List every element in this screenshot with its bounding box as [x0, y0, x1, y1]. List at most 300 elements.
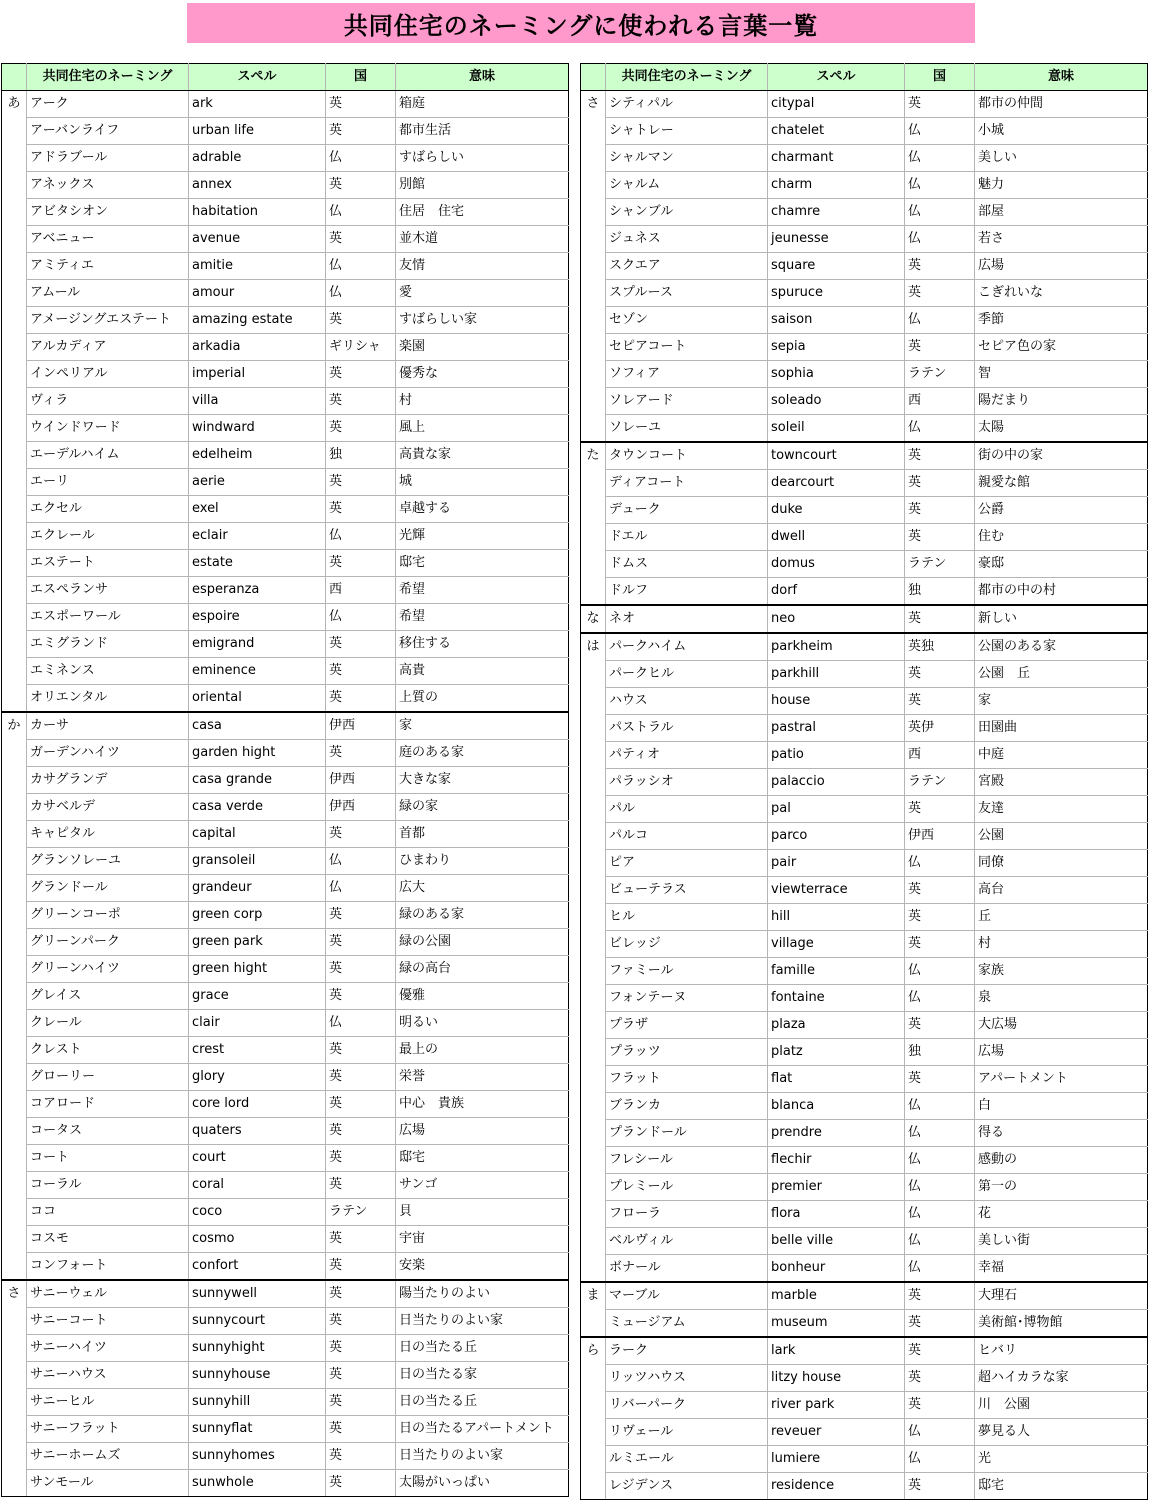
spell-cell: quaters	[189, 1118, 326, 1145]
country-cell: ラテン	[905, 769, 975, 796]
table-row	[581, 1174, 1148, 1201]
kana-group-cell	[2, 658, 27, 685]
table-row	[581, 904, 1148, 931]
meaning-cell: ヒバリ	[975, 1337, 1148, 1365]
kana-group-cell	[581, 769, 606, 796]
table-row	[2, 1335, 569, 1362]
name-cell: ネオ	[606, 605, 768, 633]
table-row	[581, 1255, 1148, 1283]
table-row	[581, 1473, 1148, 1500]
kana-group-cell	[581, 1039, 606, 1066]
kana-group-cell: さ	[2, 1280, 27, 1308]
country-cell: 仏	[905, 199, 975, 226]
spell-cell: gransoleil	[189, 848, 326, 875]
header-spell: スペル	[189, 64, 326, 91]
kana-group-cell	[2, 1199, 27, 1226]
meaning-cell: 大広場	[975, 1012, 1148, 1039]
name-cell: エスペランサ	[27, 577, 189, 604]
spell-cell: grace	[189, 983, 326, 1010]
meaning-cell: 魅力	[975, 172, 1148, 199]
kana-group-cell	[581, 253, 606, 280]
kana-group-cell	[2, 1172, 27, 1199]
spell-cell: avenue	[189, 226, 326, 253]
spell-cell: domus	[768, 551, 905, 578]
country-cell: 英	[905, 524, 975, 551]
spell-cell: core lord	[189, 1091, 326, 1118]
country-cell: 仏	[326, 253, 396, 280]
table-row	[2, 1308, 569, 1335]
kana-group-cell: た	[581, 442, 606, 470]
name-cell: クレスト	[27, 1037, 189, 1064]
kana-group-cell	[581, 823, 606, 850]
kana-group-cell	[581, 904, 606, 931]
kana-group-cell	[581, 388, 606, 415]
meaning-cell: 貝	[396, 1199, 569, 1226]
meaning-cell: 公園	[975, 823, 1148, 850]
country-cell: 仏	[905, 1201, 975, 1228]
name-cell: グレイス	[27, 983, 189, 1010]
meaning-cell: セピア色の家	[975, 334, 1148, 361]
kana-group-cell	[581, 742, 606, 769]
table-row	[581, 985, 1148, 1012]
kana-group-cell	[581, 1310, 606, 1338]
table-row	[2, 1091, 569, 1118]
meaning-cell: 緑の公園	[396, 929, 569, 956]
meaning-cell: 首都	[396, 821, 569, 848]
country-cell: 英	[326, 1362, 396, 1389]
table-row	[581, 551, 1148, 578]
spell-cell: arkadia	[189, 334, 326, 361]
table-row	[2, 1416, 569, 1443]
spell-cell: dearcourt	[768, 470, 905, 497]
kana-group-cell	[581, 1255, 606, 1283]
kana-group-cell	[581, 551, 606, 578]
name-cell: リッツハウス	[606, 1365, 768, 1392]
table-row	[581, 524, 1148, 551]
kana-group-cell	[2, 1226, 27, 1253]
name-cell: レジデンス	[606, 1473, 768, 1500]
kana-group-cell	[581, 280, 606, 307]
kana-group-cell	[581, 1093, 606, 1120]
meaning-cell: サンゴ	[396, 1172, 569, 1199]
country-cell: 英	[326, 929, 396, 956]
kana-group-cell	[581, 145, 606, 172]
table-row	[581, 850, 1148, 877]
country-cell: 英	[905, 796, 975, 823]
spell-cell: premier	[768, 1174, 905, 1201]
table-row	[2, 983, 569, 1010]
country-cell: 英	[326, 1280, 396, 1308]
name-cell: ガーデンハイツ	[27, 740, 189, 767]
kana-group-cell	[581, 470, 606, 497]
meaning-cell: 栄誉	[396, 1064, 569, 1091]
name-cell: フローラ	[606, 1201, 768, 1228]
meaning-cell: 高貴な家	[396, 442, 569, 469]
table-row	[581, 199, 1148, 226]
table-row	[2, 1037, 569, 1064]
spell-cell: famille	[768, 958, 905, 985]
header-name: 共同住宅のネーミング	[606, 64, 768, 91]
kana-group-cell	[2, 550, 27, 577]
table-row	[581, 1012, 1148, 1039]
country-cell: ラテン	[905, 361, 975, 388]
name-cell: エスポーワール	[27, 604, 189, 631]
kana-group-cell	[2, 172, 27, 199]
name-cell: コアロード	[27, 1091, 189, 1118]
meaning-cell: 超ハイカラな家	[975, 1365, 1148, 1392]
table-row	[581, 1120, 1148, 1147]
table-row	[2, 794, 569, 821]
kana-group-cell	[2, 1064, 27, 1091]
kana-group-cell	[2, 118, 27, 145]
kana-group-cell	[581, 524, 606, 551]
table-header-row	[2, 64, 569, 91]
meaning-cell: 美しい街	[975, 1228, 1148, 1255]
country-cell: 英	[905, 334, 975, 361]
spell-cell: coral	[189, 1172, 326, 1199]
meaning-cell: 新しい	[975, 605, 1148, 633]
kana-group-cell	[581, 307, 606, 334]
country-cell: 英	[326, 496, 396, 523]
spell-cell: chatelet	[768, 118, 905, 145]
spell-cell: palaccio	[768, 769, 905, 796]
country-cell: 英	[326, 550, 396, 577]
spell-cell: chamre	[768, 199, 905, 226]
meaning-cell: 家	[396, 712, 569, 740]
meaning-cell: 季節	[975, 307, 1148, 334]
kana-group-cell	[2, 388, 27, 415]
kana-group-cell	[2, 983, 27, 1010]
meaning-cell: 花	[975, 1201, 1148, 1228]
spell-cell: esperanza	[189, 577, 326, 604]
spell-cell: garden hight	[189, 740, 326, 767]
name-cell: シャンブル	[606, 199, 768, 226]
meaning-cell: 智	[975, 361, 1148, 388]
country-cell: ギリシャ	[326, 334, 396, 361]
spell-cell: flechir	[768, 1147, 905, 1174]
name-cell: シャルマン	[606, 145, 768, 172]
kana-group-cell: か	[2, 712, 27, 740]
meaning-cell: 公園 丘	[975, 661, 1148, 688]
country-cell: 英	[326, 415, 396, 442]
name-cell: パル	[606, 796, 768, 823]
kana-group-cell	[2, 1253, 27, 1281]
meaning-cell: 公爵	[975, 497, 1148, 524]
spell-cell: belle ville	[768, 1228, 905, 1255]
spell-cell: dwell	[768, 524, 905, 551]
spell-cell: sunnyhomes	[189, 1443, 326, 1470]
meaning-cell: 希望	[396, 604, 569, 631]
kana-group-cell	[2, 415, 27, 442]
meaning-cell: 感動の	[975, 1147, 1148, 1174]
table-row	[2, 496, 569, 523]
table-row	[581, 388, 1148, 415]
table-row	[581, 1282, 1148, 1310]
name-cell: エミグランド	[27, 631, 189, 658]
country-cell: 英	[326, 740, 396, 767]
country-cell: 英	[905, 1282, 975, 1310]
country-cell: 英	[905, 1392, 975, 1419]
country-cell: 英	[326, 1470, 396, 1497]
table-row	[581, 470, 1148, 497]
meaning-cell: ひまわり	[396, 848, 569, 875]
meaning-cell: 大理石	[975, 1282, 1148, 1310]
table-row	[581, 497, 1148, 524]
spell-cell: flat	[768, 1066, 905, 1093]
table-row	[2, 604, 569, 631]
header-country: 国	[905, 64, 975, 91]
spell-cell: museum	[768, 1310, 905, 1338]
meaning-cell: 優雅	[396, 983, 569, 1010]
table-row	[581, 118, 1148, 145]
country-cell: 仏	[326, 604, 396, 631]
spell-cell: square	[768, 253, 905, 280]
spell-cell: sunnyhight	[189, 1335, 326, 1362]
kana-group-cell	[581, 199, 606, 226]
table-row	[581, 688, 1148, 715]
name-cell: サニーホームズ	[27, 1443, 189, 1470]
meaning-cell: 友情	[396, 253, 569, 280]
name-cell: デューク	[606, 497, 768, 524]
country-cell: 英	[326, 1118, 396, 1145]
kana-group-cell	[2, 685, 27, 713]
name-cell: グリーンパーク	[27, 929, 189, 956]
spell-cell: parkhill	[768, 661, 905, 688]
meaning-cell: 中心 貴族	[396, 1091, 569, 1118]
spell-cell: river park	[768, 1392, 905, 1419]
name-cell: ミュージアム	[606, 1310, 768, 1338]
meaning-cell: 友達	[975, 796, 1148, 823]
kana-group-cell	[581, 931, 606, 958]
country-cell: 英	[905, 1310, 975, 1338]
kana-group-cell	[581, 796, 606, 823]
table-row	[581, 1446, 1148, 1473]
name-cell: エクレール	[27, 523, 189, 550]
name-cell: ヴィラ	[27, 388, 189, 415]
name-cell: ドルフ	[606, 578, 768, 606]
country-cell: 仏	[905, 1174, 975, 1201]
spell-cell: citypal	[768, 91, 905, 118]
table-row	[2, 821, 569, 848]
meaning-cell: 緑の高台	[396, 956, 569, 983]
kana-group-cell	[581, 1365, 606, 1392]
kana-group-cell	[581, 361, 606, 388]
kana-group-cell	[2, 523, 27, 550]
country-cell: 仏	[905, 415, 975, 443]
meaning-cell: 希望	[396, 577, 569, 604]
meaning-cell: 同僚	[975, 850, 1148, 877]
kana-group-cell: さ	[581, 91, 606, 118]
kana-group-cell	[581, 118, 606, 145]
name-cell: ソフィア	[606, 361, 768, 388]
name-cell: グリーンハイツ	[27, 956, 189, 983]
table-row	[2, 767, 569, 794]
country-cell: 仏	[326, 875, 396, 902]
spell-cell: bonheur	[768, 1255, 905, 1283]
page-title: 共同住宅のネーミングに使われる言葉一覧	[187, 3, 975, 43]
spell-cell: flora	[768, 1201, 905, 1228]
spell-cell: house	[768, 688, 905, 715]
table-row	[581, 578, 1148, 606]
meaning-cell: 得る	[975, 1120, 1148, 1147]
meaning-cell: 広場	[975, 253, 1148, 280]
country-cell: 仏	[905, 958, 975, 985]
spell-cell: residence	[768, 1473, 905, 1500]
name-cell: ビューテラス	[606, 877, 768, 904]
name-cell: パークヒル	[606, 661, 768, 688]
country-cell: 英	[326, 983, 396, 1010]
meaning-cell: 邸宅	[396, 1145, 569, 1172]
name-cell: シャトレー	[606, 118, 768, 145]
table-row	[2, 523, 569, 550]
country-cell: 英	[326, 1253, 396, 1281]
meaning-cell: 美術館･博物館	[975, 1310, 1148, 1338]
kana-group-cell	[2, 334, 27, 361]
meaning-cell: 大きな家	[396, 767, 569, 794]
kana-group-cell	[581, 1446, 606, 1473]
meaning-cell: 丘	[975, 904, 1148, 931]
meaning-cell: 日の当たる丘	[396, 1389, 569, 1416]
name-cell: プラッツ	[606, 1039, 768, 1066]
name-cell: アムール	[27, 280, 189, 307]
meaning-cell: 高台	[975, 877, 1148, 904]
kana-group-cell: ま	[581, 1282, 606, 1310]
meaning-cell: 日の当たるアパートメント	[396, 1416, 569, 1443]
kana-group-cell	[2, 361, 27, 388]
country-cell: 伊西	[905, 823, 975, 850]
table-row	[2, 253, 569, 280]
meaning-cell: 愛	[396, 280, 569, 307]
meaning-cell: 親愛な館	[975, 470, 1148, 497]
meaning-cell: 卓越する	[396, 496, 569, 523]
kana-group-cell	[581, 1201, 606, 1228]
name-cell: プレミール	[606, 1174, 768, 1201]
table-row	[581, 91, 1148, 118]
table-row	[2, 1389, 569, 1416]
header-name: 共同住宅のネーミング	[27, 64, 189, 91]
country-cell: 仏	[326, 145, 396, 172]
spell-cell: urban life	[189, 118, 326, 145]
table-row	[581, 796, 1148, 823]
country-cell: 英	[905, 1473, 975, 1500]
kana-group-cell	[2, 929, 27, 956]
meaning-cell: 公園のある家	[975, 633, 1148, 661]
country-cell: 英	[326, 1037, 396, 1064]
name-cell: コーラル	[27, 1172, 189, 1199]
meaning-cell: 家	[975, 688, 1148, 715]
kana-group-cell	[2, 875, 27, 902]
table-row	[2, 658, 569, 685]
table-row	[2, 685, 569, 713]
name-cell: セゾン	[606, 307, 768, 334]
table-row	[2, 1362, 569, 1389]
meaning-cell: 城	[396, 469, 569, 496]
name-cell: グランソレーユ	[27, 848, 189, 875]
kana-group-cell	[2, 1091, 27, 1118]
name-cell: コータス	[27, 1118, 189, 1145]
table-row	[2, 334, 569, 361]
meaning-cell: 泉	[975, 985, 1148, 1012]
spell-cell: glory	[189, 1064, 326, 1091]
country-cell: 英	[905, 91, 975, 118]
country-cell: 英	[326, 1308, 396, 1335]
meaning-cell: こぎれいな	[975, 280, 1148, 307]
spell-cell: coco	[189, 1199, 326, 1226]
meaning-cell: すばらしい	[396, 145, 569, 172]
country-cell: 英	[326, 1416, 396, 1443]
kana-group-cell	[2, 280, 27, 307]
spell-cell: saison	[768, 307, 905, 334]
spell-cell: crest	[189, 1037, 326, 1064]
kana-group-cell	[2, 199, 27, 226]
kana-group-cell	[2, 496, 27, 523]
name-cell: グランドール	[27, 875, 189, 902]
country-cell: 英	[326, 1389, 396, 1416]
name-cell: フレシール	[606, 1147, 768, 1174]
spell-cell: imperial	[189, 361, 326, 388]
name-cell: ソレアード	[606, 388, 768, 415]
table-row	[2, 172, 569, 199]
name-cell: キャピタル	[27, 821, 189, 848]
name-cell: プランドール	[606, 1120, 768, 1147]
table-row	[2, 956, 569, 983]
name-cell: ボナール	[606, 1255, 768, 1283]
country-cell: 英	[905, 1012, 975, 1039]
name-cell: パティオ	[606, 742, 768, 769]
name-cell: パークハイム	[606, 633, 768, 661]
table-row	[581, 1039, 1148, 1066]
spell-cell: windward	[189, 415, 326, 442]
kana-group-cell	[581, 877, 606, 904]
country-cell: 英	[905, 497, 975, 524]
table-row	[2, 1280, 569, 1308]
kana-group-cell	[2, 442, 27, 469]
country-cell: 伊西	[326, 767, 396, 794]
country-cell: 英	[905, 470, 975, 497]
spell-cell: emigrand	[189, 631, 326, 658]
country-cell: 英	[326, 172, 396, 199]
kana-group-cell: な	[581, 605, 606, 633]
name-cell: パストラル	[606, 715, 768, 742]
country-cell: 英	[326, 118, 396, 145]
meaning-cell: 街の中の家	[975, 442, 1148, 470]
spell-cell: sunnycourt	[189, 1308, 326, 1335]
country-cell: 英	[326, 1145, 396, 1172]
table-row	[2, 118, 569, 145]
meaning-cell: 若さ	[975, 226, 1148, 253]
table-row	[581, 958, 1148, 985]
kana-group-cell	[581, 1147, 606, 1174]
spell-cell: charmant	[768, 145, 905, 172]
name-cell: ジュネス	[606, 226, 768, 253]
kana-group-cell	[2, 956, 27, 983]
spell-cell: villa	[189, 388, 326, 415]
meaning-cell: 広大	[396, 875, 569, 902]
spell-cell: cosmo	[189, 1226, 326, 1253]
kana-group-cell	[2, 1470, 27, 1497]
kana-group-cell	[2, 1443, 27, 1470]
table-row	[2, 307, 569, 334]
name-cell: ヒル	[606, 904, 768, 931]
kana-group-cell	[2, 1362, 27, 1389]
word-table-right	[580, 63, 1148, 1500]
kana-group-cell	[2, 1145, 27, 1172]
table-row	[581, 605, 1148, 633]
spell-cell: aerie	[189, 469, 326, 496]
name-cell: コスモ	[27, 1226, 189, 1253]
country-cell: 英	[326, 388, 396, 415]
meaning-cell: 住居 住宅	[396, 199, 569, 226]
